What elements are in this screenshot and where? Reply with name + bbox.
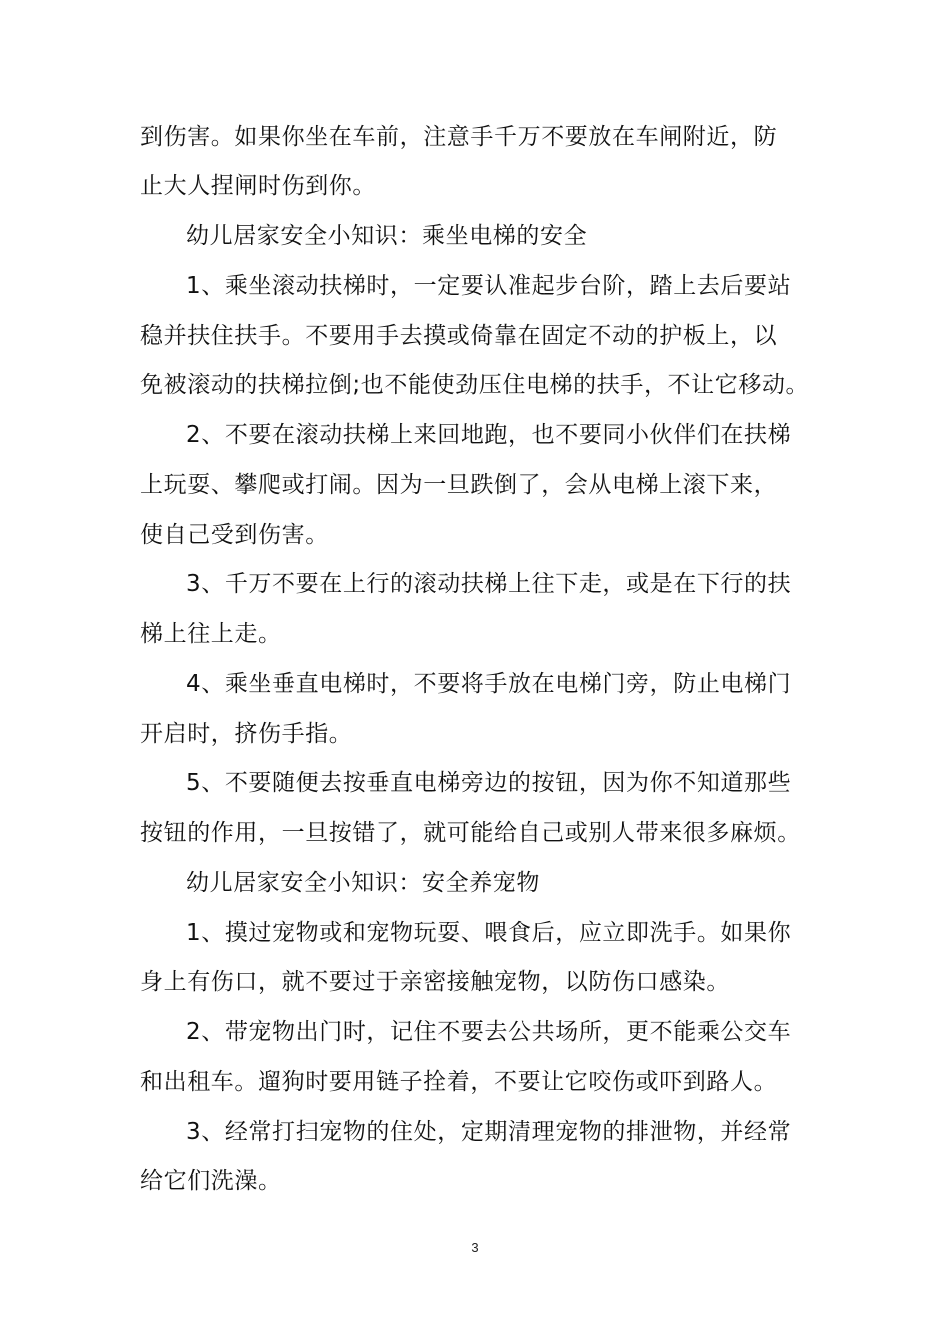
paragraph-line: 使自己受到伤害。 bbox=[140, 522, 329, 548]
paragraph-line: 身上有伤口，就不要过于亲密接触宠物，以防伤口感染。 bbox=[140, 969, 730, 995]
section-heading-pets: 幼儿居家安全小知识：安全养宠物 bbox=[186, 870, 540, 896]
paragraph-line: 到伤害。如果你坐在车前，注意手千万不要放在车闸附近，防 bbox=[140, 124, 778, 150]
section-heading-elevator: 幼儿居家安全小知识：乘坐电梯的安全 bbox=[186, 223, 588, 249]
paragraph-line: 2、带宠物出门时，记住不要去公共场所，更不能乘公交车 bbox=[186, 1019, 792, 1045]
paragraph-line: 按钮的作用，一旦按错了，就可能给自己或别人带来很多麻烦。 bbox=[140, 820, 801, 846]
paragraph-line: 3、千万不要在上行的滚动扶梯上往下走，或是在下行的扶 bbox=[186, 571, 792, 597]
paragraph-line: 上玩耍、攀爬或打闹。因为一旦跌倒了，会从电梯上滚下来， bbox=[140, 472, 778, 498]
paragraph-line: 免被滚动的扶梯拉倒;也不能使劲压住电梯的扶手，不让它移动。 bbox=[140, 372, 810, 398]
paragraph-line: 1、乘坐滚动扶梯时，一定要认准起步台阶，踏上去后要站 bbox=[186, 273, 792, 299]
paragraph-line: 梯上往上走。 bbox=[140, 621, 282, 647]
paragraph-line: 4、乘坐垂直电梯时，不要将手放在电梯门旁，防止电梯门 bbox=[186, 671, 792, 697]
paragraph-line: 和出租车。遛狗时要用链子拴着，不要让它咬伤或吓到路人。 bbox=[140, 1069, 778, 1095]
paragraph-line: 5、不要随便去按垂直电梯旁边的按钮，因为你不知道那些 bbox=[186, 770, 792, 796]
paragraph-line: 2、不要在滚动扶梯上来回地跑，也不要同小伙伴们在扶梯 bbox=[186, 422, 792, 448]
paragraph-line: 3、经常打扫宠物的住处，定期清理宠物的排泄物，并经常 bbox=[186, 1119, 792, 1145]
paragraph-line: 给它们洗澡。 bbox=[140, 1168, 282, 1194]
page-number: 3 bbox=[471, 1240, 479, 1255]
paragraph-line: 1、摸过宠物或和宠物玩耍、喂食后，应立即洗手。如果你 bbox=[186, 920, 792, 946]
paragraph-line: 稳并扶住扶手。不要用手去摸或倚靠在固定不动的护板上，以 bbox=[140, 323, 778, 349]
paragraph-line: 开启时，挤伤手指。 bbox=[140, 721, 353, 747]
paragraph-line: 止大人捏闸时伤到你。 bbox=[140, 173, 376, 199]
